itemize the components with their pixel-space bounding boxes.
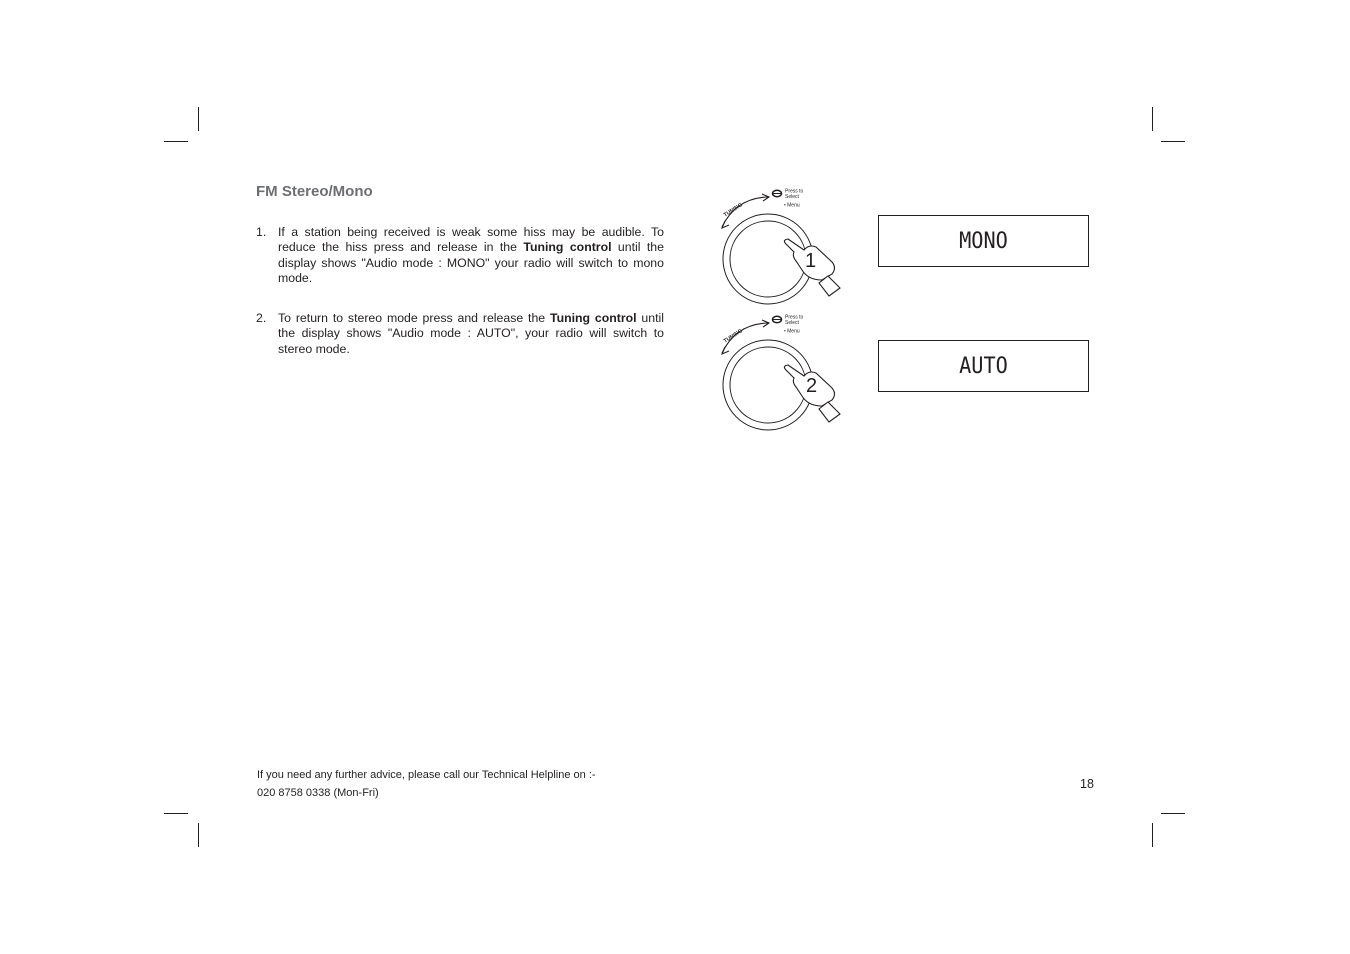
instruction-step xyxy=(256,225,664,287)
display-text: AUTO xyxy=(959,353,1008,379)
crop-mark xyxy=(164,141,188,142)
tuning-label: TUNING xyxy=(722,202,744,219)
crop-mark xyxy=(164,813,188,814)
helpline-text: If you need any further advice, please call our Technical Helpline on :- xyxy=(257,769,596,781)
step-text: To return to stereo mode press and release the Tuning control until the display shows "Audio mode : AUTO", your radio will switch to stereo mode. xyxy=(278,311,664,356)
crop-mark xyxy=(1161,813,1185,814)
crop-mark xyxy=(1161,141,1185,142)
press-to-label: Press to xyxy=(785,314,804,321)
page-number: 18 xyxy=(1080,777,1094,791)
lcd-display xyxy=(878,215,1089,267)
step-badge: 1 xyxy=(805,250,817,272)
step-number: 2. xyxy=(256,311,267,325)
helpline-phone: 020 8758 0338 (Mon-Fri) xyxy=(257,787,379,799)
tuning-label: TUNING xyxy=(722,328,744,345)
press-to-label: Press to xyxy=(785,188,804,195)
step-text: If a station being received is weak some hiss may be audible. To reduce the hiss press and release in the Tuning control until the display shows "Audio mode : MONO" your radio will switch to mono mode. xyxy=(278,225,664,286)
section-title: FM Stereo/Mono xyxy=(256,183,373,200)
menu-label: • Menu xyxy=(784,202,800,209)
instruction-step xyxy=(256,311,664,357)
menu-label: • Menu xyxy=(784,328,800,335)
select-button-icon xyxy=(773,190,782,196)
tuning-dial-illustration xyxy=(716,184,846,306)
select-button-icon xyxy=(773,316,782,322)
step-badge: 2 xyxy=(806,375,818,397)
crop-mark xyxy=(198,107,199,131)
step-number: 1. xyxy=(256,225,267,239)
tuning-control-label: Tuning control xyxy=(523,240,612,255)
crop-mark xyxy=(198,823,199,847)
lcd-display xyxy=(878,340,1089,392)
tuning-control-label: Tuning control xyxy=(549,311,637,325)
display-text: MONO xyxy=(959,228,1008,254)
crop-mark xyxy=(1152,107,1153,131)
select-label: Select xyxy=(785,320,799,326)
crop-mark xyxy=(1152,823,1153,847)
tuning-dial-illustration xyxy=(716,310,846,432)
select-label: Select xyxy=(785,194,799,200)
